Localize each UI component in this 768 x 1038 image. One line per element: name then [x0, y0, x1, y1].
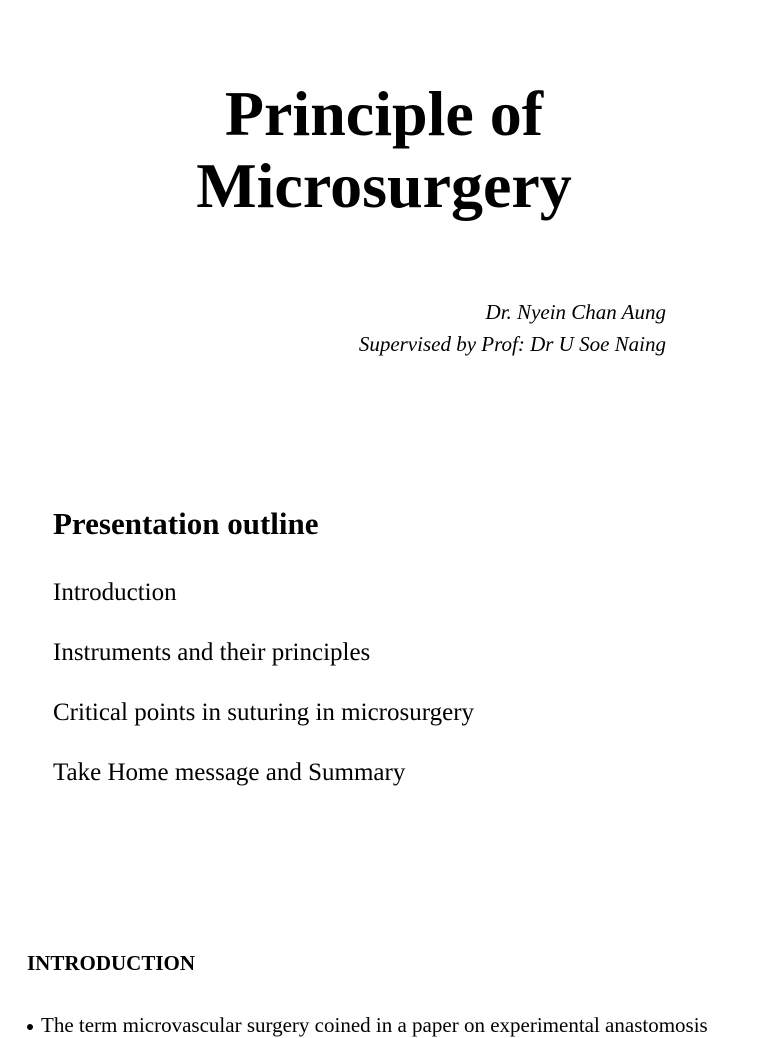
introduction-heading: INTRODUCTION	[27, 951, 196, 975]
page-title	[0, 78, 768, 222]
title-line-1: Principle of	[224, 78, 544, 149]
introduction-bullet-text: The term microvascular surgery coined in a paper on experimental anastomosis	[41, 1013, 708, 1037]
outline-item: Critical points in suturing in microsurgery	[53, 699, 475, 726]
author-name: Dr. Nyein Chan Aung	[485, 300, 666, 324]
outline-heading: Presentation outline	[53, 506, 319, 541]
outline-list	[53, 578, 474, 818]
outline-item: Take Home message and Summary	[53, 759, 406, 786]
bullet-icon	[27, 1024, 33, 1030]
author-block	[359, 296, 666, 360]
outline-item: Introduction	[53, 579, 177, 606]
supervisor-name: Supervised by Prof: Dr U Soe Naing	[358, 332, 666, 356]
title-line-2: Microsurgery	[196, 150, 572, 221]
introduction-bullet	[27, 1012, 708, 1038]
outline-item: Instruments and their principles	[53, 639, 371, 666]
